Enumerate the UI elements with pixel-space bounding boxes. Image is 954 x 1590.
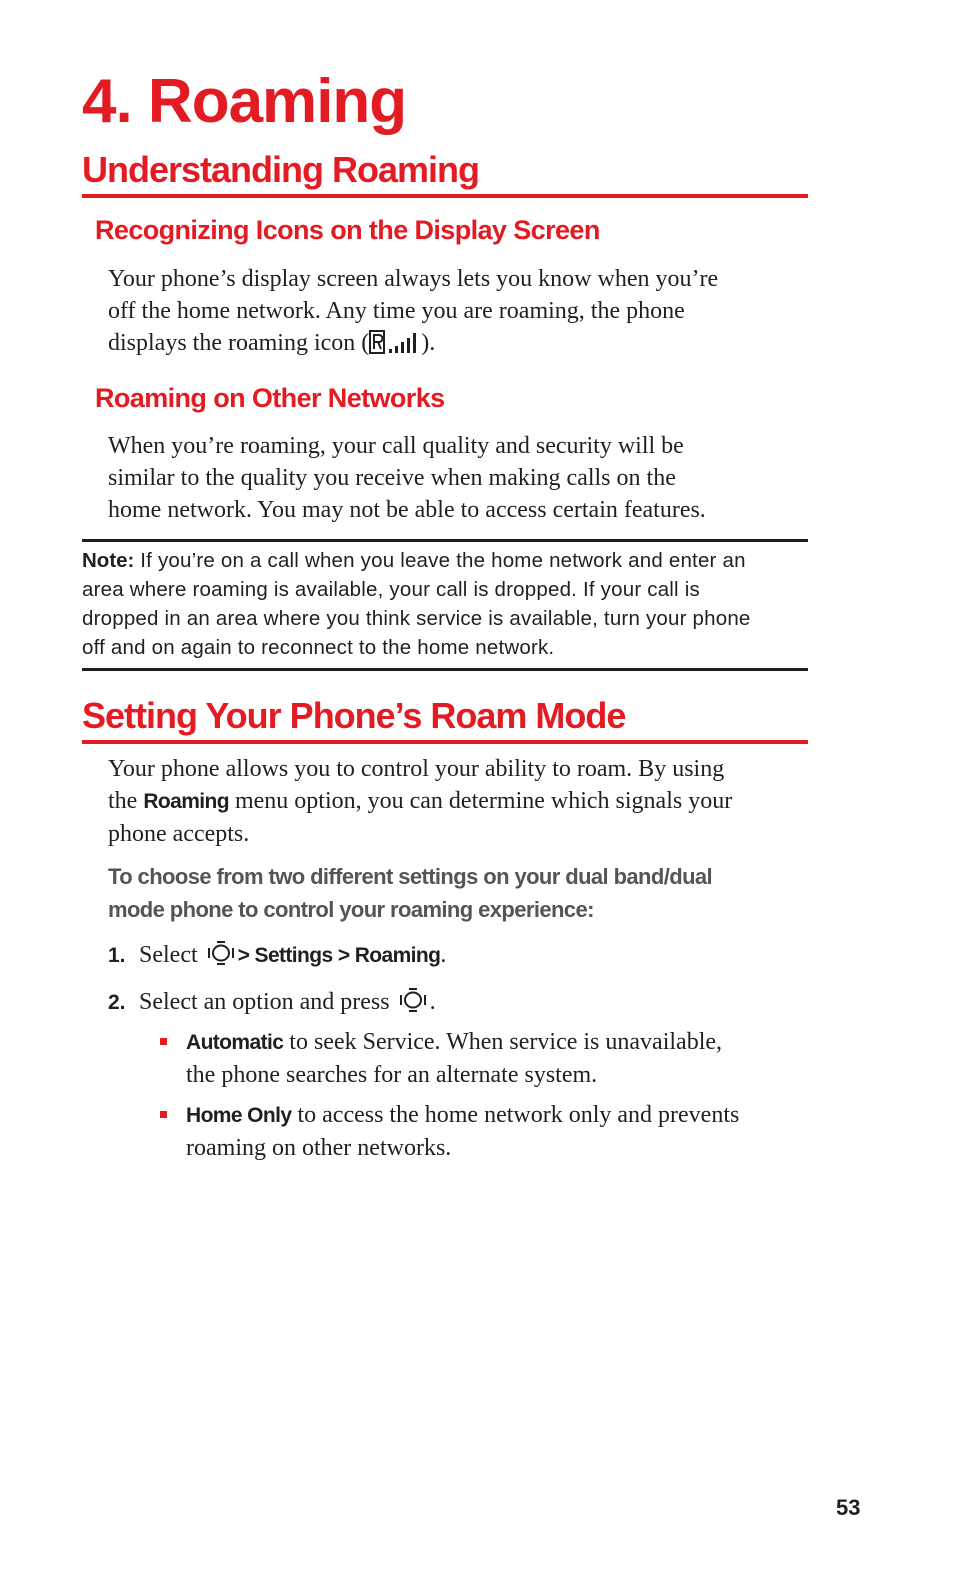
option-name: Home Only bbox=[186, 1104, 292, 1127]
roaming-other-networks-paragraph bbox=[108, 430, 813, 526]
menu-ok-key-icon bbox=[398, 987, 428, 1022]
step-1 bbox=[108, 939, 446, 975]
note-label: Note: bbox=[82, 549, 135, 572]
step-text: . bbox=[429, 989, 436, 1015]
chapter-title: 4. Roaming bbox=[82, 67, 407, 136]
paragraph-line: similar to the quality you receive when making calls on the bbox=[108, 465, 676, 491]
lead-line: mode phone to control your roaming experience: bbox=[108, 897, 594, 922]
option-text bbox=[186, 1026, 810, 1091]
menu-ok-key-icon bbox=[206, 940, 236, 975]
roaming-other-networks-heading: Roaming on Other Networks bbox=[95, 383, 445, 413]
bullet-square-icon bbox=[160, 1111, 167, 1118]
roaming-menu-name: Roaming bbox=[143, 790, 229, 813]
paragraph-line: Your phone allows you to control your ability to roam. By using bbox=[108, 756, 725, 782]
roaming-signal-icon bbox=[369, 330, 421, 363]
option-line: the phone searches for an alternate system. bbox=[186, 1062, 598, 1088]
roam-mode-heading: Setting Your Phone’s Roam Mode bbox=[82, 694, 808, 744]
note-top-rule bbox=[82, 539, 808, 542]
paragraph-line: When you’re roaming, your call quality and security will be bbox=[108, 433, 684, 459]
option-name: Automatic bbox=[186, 1031, 284, 1054]
paragraph-line: home network. You may not be able to access certain features. bbox=[108, 497, 706, 523]
step-number: 2. bbox=[108, 991, 126, 1014]
step-text: . bbox=[440, 942, 447, 968]
page-number: 53 bbox=[836, 1495, 861, 1520]
option-line: to access the home network only and prevents bbox=[291, 1102, 740, 1128]
option-home-only bbox=[160, 1099, 810, 1164]
note-line: off and on again to reconnect to the home network. bbox=[82, 636, 555, 659]
step-text: Select an option and press bbox=[139, 989, 396, 1015]
lead-line: To choose from two different settings on your dual band/dual bbox=[108, 864, 713, 889]
paragraph-line: displays the roaming icon ( bbox=[108, 330, 370, 356]
bullet-square-icon bbox=[160, 1038, 167, 1045]
note-line: area where roaming is available, your call is dropped. If your call is bbox=[82, 578, 700, 601]
paragraph-line: Your phone’s display screen always lets you know when you’re bbox=[108, 266, 719, 292]
procedure-lead bbox=[108, 860, 808, 926]
step-2 bbox=[108, 986, 436, 1022]
recognizing-icons-heading: Recognizing Icons on the Display Screen bbox=[95, 215, 600, 245]
note-line: If you’re on a call when you leave the home network and enter an bbox=[134, 549, 746, 572]
note-box bbox=[82, 546, 812, 662]
settings-roaming-path: > Settings > Roaming bbox=[237, 944, 441, 967]
option-automatic bbox=[160, 1026, 810, 1091]
step-text: Select bbox=[139, 942, 204, 968]
paragraph-line: the bbox=[108, 788, 144, 814]
option-text bbox=[186, 1099, 810, 1164]
recognizing-icons-paragraph bbox=[108, 263, 813, 363]
paragraph-line: phone accepts. bbox=[108, 821, 250, 847]
roam-mode-intro bbox=[108, 753, 813, 850]
option-line: roaming on other networks. bbox=[186, 1135, 452, 1161]
paragraph-line: ). bbox=[421, 330, 436, 356]
note-bottom-rule bbox=[82, 668, 808, 671]
note-line: dropped in an area where you think service is available, turn your phone bbox=[82, 607, 751, 630]
paragraph-line: off the home network. Any time you are roaming, the phone bbox=[108, 298, 685, 324]
option-line: to seek Service. When service is unavailable, bbox=[283, 1029, 723, 1055]
understanding-roaming-heading: Understanding Roaming bbox=[82, 148, 808, 198]
paragraph-line: menu option, you can determine which signals your bbox=[228, 788, 733, 814]
step-number: 1. bbox=[108, 944, 126, 967]
